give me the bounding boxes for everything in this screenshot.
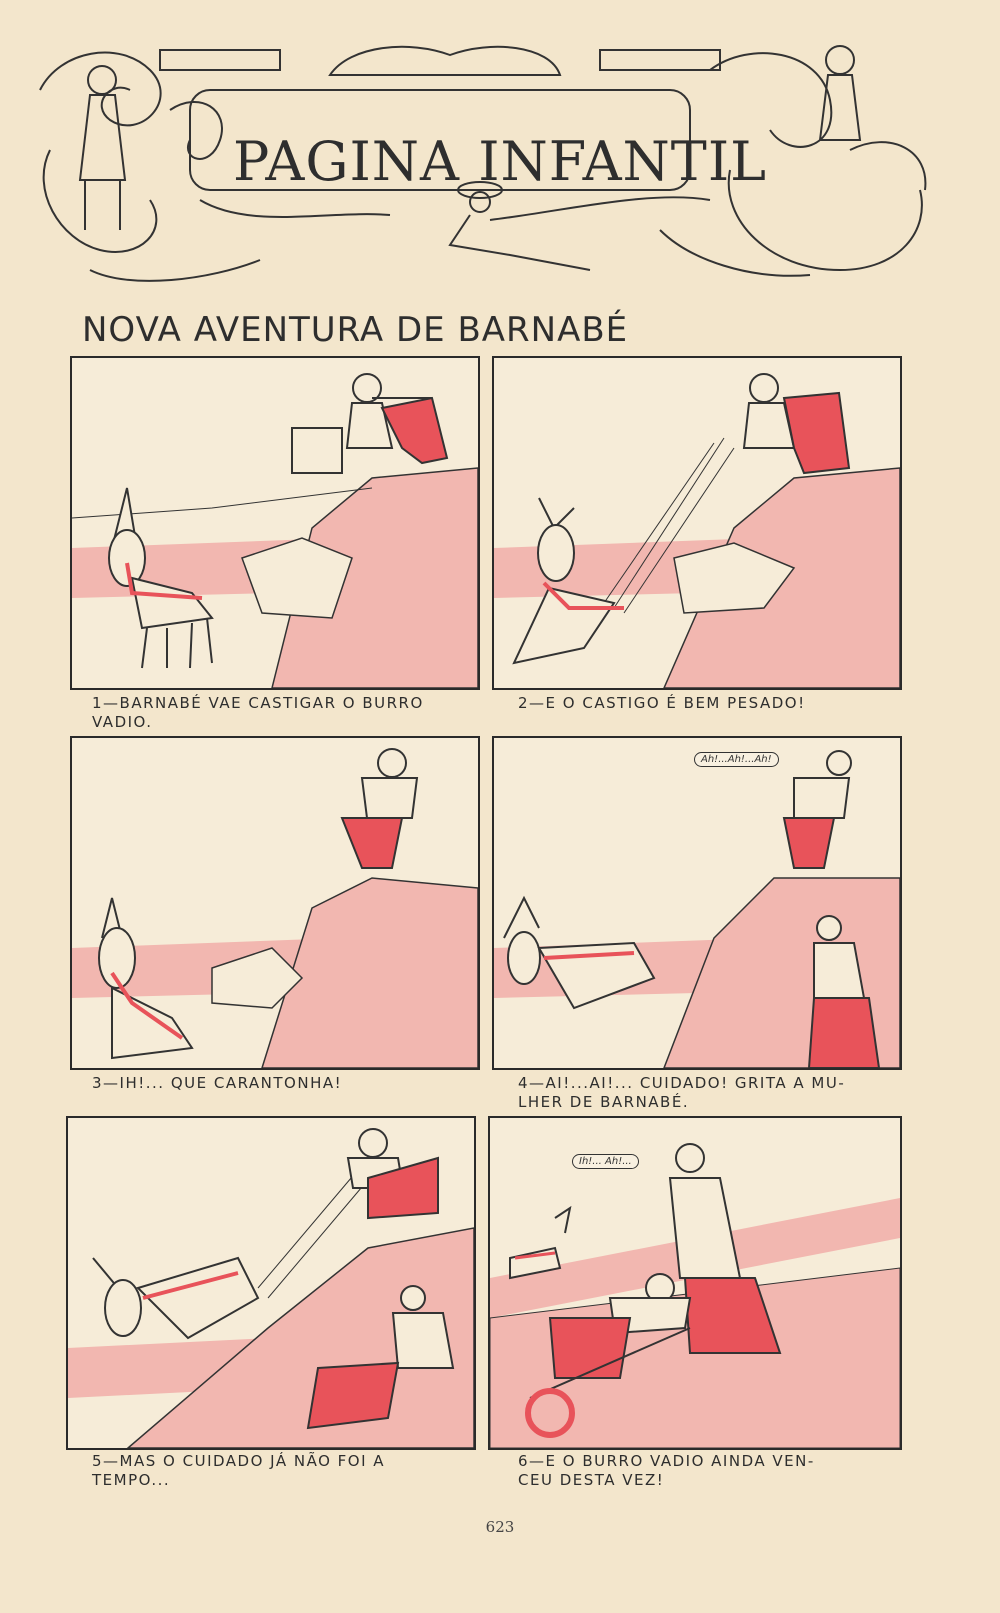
comic-panel-3 (70, 736, 480, 1070)
speech-bubble: Ah!...Ah!...Ah! (694, 752, 779, 767)
comic-panel-1 (70, 356, 480, 690)
panel-5-illustration (68, 1118, 474, 1448)
page-number: 623 (485, 1518, 515, 1536)
ornamental-frame-illustration (30, 30, 970, 300)
speech-bubble: Ih!... Ah!... (572, 1154, 639, 1169)
panel-1-caption: 1—BARNABÉ VAE CASTIGAR O BURRO VADIO. (92, 694, 424, 731)
page-heading: PAGINA INFANTIL (232, 130, 768, 193)
comic-panel-5 (66, 1116, 476, 1450)
comic-panel-4 (492, 736, 902, 1070)
comic-panel-2 (492, 356, 902, 690)
story-title: NOVA AVENTURA DE BARNABÉ (82, 310, 629, 350)
header-banner (30, 30, 970, 300)
panel-6-caption: 6—E O BURRO VADIO AINDA VEN- CEU DESTA VEZ! (518, 1452, 815, 1489)
comic-panel-6 (488, 1116, 902, 1450)
panel-3-illustration (72, 738, 478, 1068)
panel-5-caption: 5—MAS O CUIDADO JÁ NÃO FOI A TEMPO... (92, 1452, 386, 1489)
panel-2-caption: 2—E O CASTIGO É BEM PESADO! (518, 694, 806, 712)
panel-3-caption: 3—IH!... QUE CARANTONHA! (92, 1074, 343, 1092)
panel-1-illustration (72, 358, 478, 688)
panel-4-illustration (494, 738, 900, 1068)
panel-6-illustration (490, 1118, 900, 1448)
panel-4-caption: 4—AI!...AI!... CUIDADO! GRITA A MU- LHER DE BARNABÉ. (518, 1074, 846, 1111)
panel-2-illustration (494, 358, 900, 688)
